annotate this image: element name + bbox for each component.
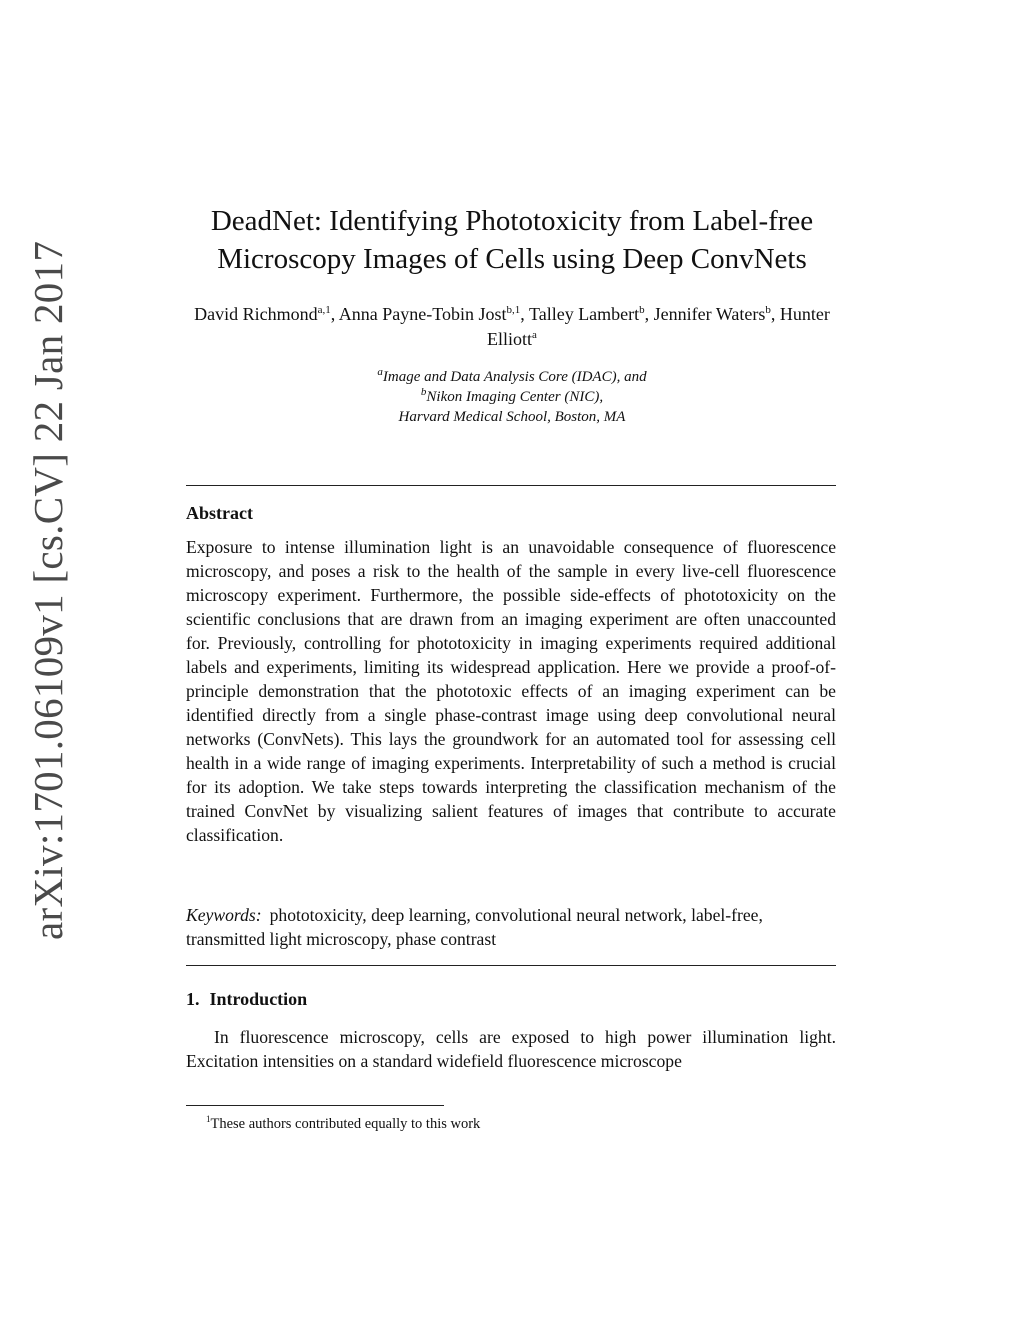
author-list bbox=[186, 302, 838, 352]
author: Anna Payne-Tobin Jost$^{b,1}$, bbox=[338, 304, 529, 324]
footnote-rule bbox=[186, 1105, 444, 1106]
arxiv-identifier-stamp: arXiv:1701.06109v1 [cs.CV] 22 Jan 2017 bbox=[25, 240, 71, 940]
keywords-label: Keywords: bbox=[186, 905, 262, 925]
footnote-text: These authors contributed equally to this work bbox=[210, 1115, 481, 1132]
section-number: 1. bbox=[186, 989, 200, 1009]
footnote-mark: 1 bbox=[206, 1114, 211, 1124]
abstract-body: Exposure to intense illumination light is an unavoidable consequence of fluorescence microscopy, and poses a risk to the health of the sample in every live-cell fluorescence microscopy experiment. Furthermore, the possible side-effects of phototoxicity on the scientific conclusions that are drawn from an imaging experiment are often unaccounted for. Previously, controlling for phototoxicity in imaging experiments required additional labels and experiments, limiting its widespread application. Here we provide a proof-of-principle demonstration that the phototoxic effects of an imaging experiment can be identified directly from a single phase-contrast image using deep convolutional neural networks (ConvNets). This lays the groundwork for an automated tool for assessing cell health in a wide range of imaging experiments. Interpretability of such a method is crucial for its adoption. We take steps towards interpreting the classification mechanism of the trained ConvNet by visualizing salient features of images that contribute to accurate classification. bbox=[186, 537, 836, 845]
paper-title bbox=[160, 202, 864, 278]
introduction-paragraph: In fluorescence microscopy, cells are exposed to high power illumination light. Excitation intensities on a standard widefield fluorescence microscope bbox=[186, 1027, 836, 1071]
abstract-bottom-rule bbox=[186, 965, 836, 966]
abstract-heading: Abstract bbox=[186, 503, 253, 523]
abstract-top-rule bbox=[186, 485, 836, 486]
affiliations bbox=[186, 367, 838, 427]
section-heading bbox=[186, 989, 307, 1010]
author: Talley Lambert$^b$, bbox=[528, 304, 654, 324]
affiliation-a: $^a$Image and Data Analysis Core (IDAC), and bbox=[377, 366, 647, 385]
keywords bbox=[186, 903, 836, 951]
author: David Richmond$^{a,1}$, bbox=[194, 304, 339, 324]
affiliation-institution: Harvard Medical School, Boston, MA bbox=[398, 409, 626, 425]
affiliation-b: $^b$Nikon Imaging Center (NIC), bbox=[420, 386, 604, 405]
section-title: Introduction bbox=[209, 989, 308, 1009]
title-line-2: Microscopy Images of Cells using Deep ConvNets bbox=[217, 243, 807, 275]
keywords-text: phototoxicity, deep learning, convolutional neural network, label-free, transmitted light microscopy, phase contrast bbox=[186, 905, 763, 949]
title-line-1: DeadNet: Identifying Phototoxicity from Label-free bbox=[210, 205, 814, 237]
author: Jennifer Waters$^b$, bbox=[653, 304, 780, 324]
footnote bbox=[206, 1109, 480, 1134]
author: Hunter Elliott$^a$ bbox=[487, 304, 830, 349]
